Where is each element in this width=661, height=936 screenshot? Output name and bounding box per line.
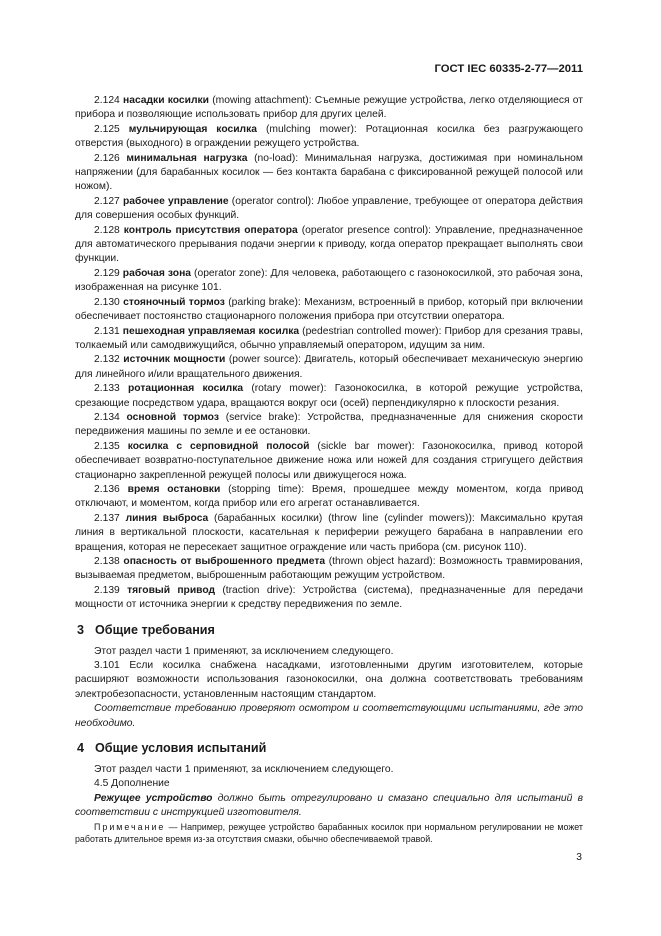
section-3-heading: 3 Общие требования bbox=[77, 622, 215, 637]
definition-term: ротационная косилка bbox=[128, 383, 244, 395]
standard-header: ГОСТ IEC 60335-2-77—2011 bbox=[434, 63, 583, 75]
definition-2-134: 2.134 основной тормоз (service brake): Устройства, предназначенные для снижения скорости передвижения машины по земле и ее остановки. bbox=[75, 411, 583, 438]
definition-term: время остановки bbox=[127, 483, 221, 495]
page-number: 3 bbox=[576, 852, 582, 863]
definition-term: рабочее управление bbox=[122, 195, 229, 207]
definition-2-137: 2.137 линия выброса (барабанных косилки) (throw line (cylinder mowers)): Максимально крутая линия в вертикальной плоскости, касательная к периферии режущего барабана в направлении его вращения, которая не пересекает защитное ограждение или часть прибора (см. рисунок 110). bbox=[75, 512, 583, 553]
definition-term: тяговый привод bbox=[127, 584, 216, 596]
document-body bbox=[75, 94, 583, 846]
definition-term: минимальная нагрузка bbox=[126, 152, 248, 164]
definition-2-127: 2.127 рабочее управление (operator control): Любое управление, требующее от оператора действия для совершения особых функций. bbox=[75, 195, 583, 222]
definition-2-139: 2.139 тяговый привод (traction drive): Устройства (система), предназначенные для передачи мощности от источника энергии к средству передвижения по земле. bbox=[75, 584, 583, 611]
section-3-intro: Этот раздел части 1 применяют, за исключением следующего. bbox=[94, 645, 394, 657]
definition-2-126: 2.126 минимальная нагрузка (no-load): Минимальная нагрузка, достижимая при номинальном напряжении (для барабанных косилок — без контакта барабана с фиксированной режущей полосой или ножом). bbox=[75, 152, 583, 193]
note-label: Примечание bbox=[94, 821, 166, 832]
definition-term: опасность от выброшенного предмета bbox=[123, 556, 326, 567]
section-4-intro: Этот раздел части 1 применяют, за исключением следующего. bbox=[94, 764, 394, 776]
cutting-device-requirement: Режущее устройство должно быть отрегулировано и смазано специально для испытаний в соответствии с инструкцией изготовителя. bbox=[75, 792, 583, 819]
definition-term: линия выброса bbox=[125, 512, 209, 524]
definition-2-130: 2.130 стояночный тормоз (parking brake): Механизм, встроенный в прибор, который при включении обеспечивает постоянство стационарного положения прибора при отсутствии оператора. bbox=[75, 296, 583, 323]
note: Примечание — Например, режущее устройство барабанных косилок при нормальном регулировании не может работать длительное время из-за отсутствия смазки, обычно обеспечиваемой травой. bbox=[75, 821, 583, 845]
definition-2-138: 2.138 опасность от выброшенного предмета (thrown object hazard): Возможность травмирования, вызываемая предметом, выброшенным работающим режущим устройством. bbox=[75, 556, 583, 582]
definition-2-135: 2.135 косилка с серповидной полосой (sickle bar mower): Газонокосилка, привод которой обеспечивает возвратно-поступательное движение ножа или ножей для создания стригущего действия стационарно закрепленной режущей полосы или движущегося ножа. bbox=[75, 440, 583, 481]
definition-2-136: 2.136 время остановки (stopping time): Время, прошедшее между моментом, когда привод отключают, и моментом, когда прибор или его агрегат останавливается. bbox=[75, 483, 583, 510]
section-4-heading: 4 Общие условия испытаний bbox=[77, 741, 267, 756]
definitions-list bbox=[75, 94, 583, 613]
definition-2-133: 2.133 ротационная косилка (rotary mower): Газонокосилка, в которой режущие устройства, срезающие посредством удара, вращаются вокруг оси (осей) перпендикулярно к плоскости резания. bbox=[75, 383, 583, 409]
definition-2-128: 2.128 контроль присутствия оператора (operator presence control): Управление, предназначенное для автоматического прерывания подачи энергии к приводу, когда оператор прекращает выполнять свои функции. bbox=[75, 224, 583, 265]
definition-term: стояночный тормоз bbox=[123, 296, 225, 308]
definition-term: косилка с серповидной полосой bbox=[127, 440, 310, 452]
definition-term: пешеходная управляемая косилка bbox=[122, 325, 300, 337]
section-3-compliance-check: Соответствие требованию проверяют осмотром и соответствующими испытаниями, где это необходимо. bbox=[75, 703, 583, 729]
definition-term: мульчирующая косилка bbox=[128, 123, 257, 135]
definition-term: источник мощности bbox=[123, 354, 226, 366]
definition-term: насадки косилки bbox=[123, 95, 210, 106]
definition-2-129: 2.129 рабочая зона (operator zone): Для человека, работающего с газонокосилкой, это рабочая зона, изображенная на рисунке 101. bbox=[75, 267, 583, 294]
definition-term: контроль присутствия оператора bbox=[123, 224, 298, 236]
definition-2-125: 2.125 мульчирующая косилка (mulching mower): Ротационная косилка без разгружающего отверстия (выходного) в ограждении режущего устройства. bbox=[75, 123, 583, 150]
definition-2-124: 2.124 насадки косилки (mowing attachment): Съемные режущие устройства, легко отделяющиеся от прибора и позволяющие использовать прибор для других целей. bbox=[75, 95, 583, 121]
definition-term: основной тормоз bbox=[126, 411, 219, 423]
definition-2-132: 2.132 источник мощности (power source): Двигатель, который обеспечивает механическую энергию для линейного и/или вращательного движения. bbox=[75, 354, 583, 380]
clause-3-101: 3.101 Если косилка снабжена насадками, изготовленными другим изготовителем, которые расширяют возможности использования газонокосилки, она должна соответствовать требованиям электробезопасности, установленным настоящим стандартом. bbox=[75, 660, 583, 700]
definition-2-131: 2.131 пешеходная управляемая косилка (pedestrian controlled mower): Прибор для срезания травы, толкаемый или самодвижущийся, обычно управляемый оператором, идущим за ним. bbox=[75, 325, 583, 351]
definition-term: рабочая зона bbox=[122, 267, 192, 279]
requirement-term: Режущее устройство bbox=[94, 792, 213, 804]
clause-4-5: 4.5 Дополнение bbox=[94, 778, 170, 790]
